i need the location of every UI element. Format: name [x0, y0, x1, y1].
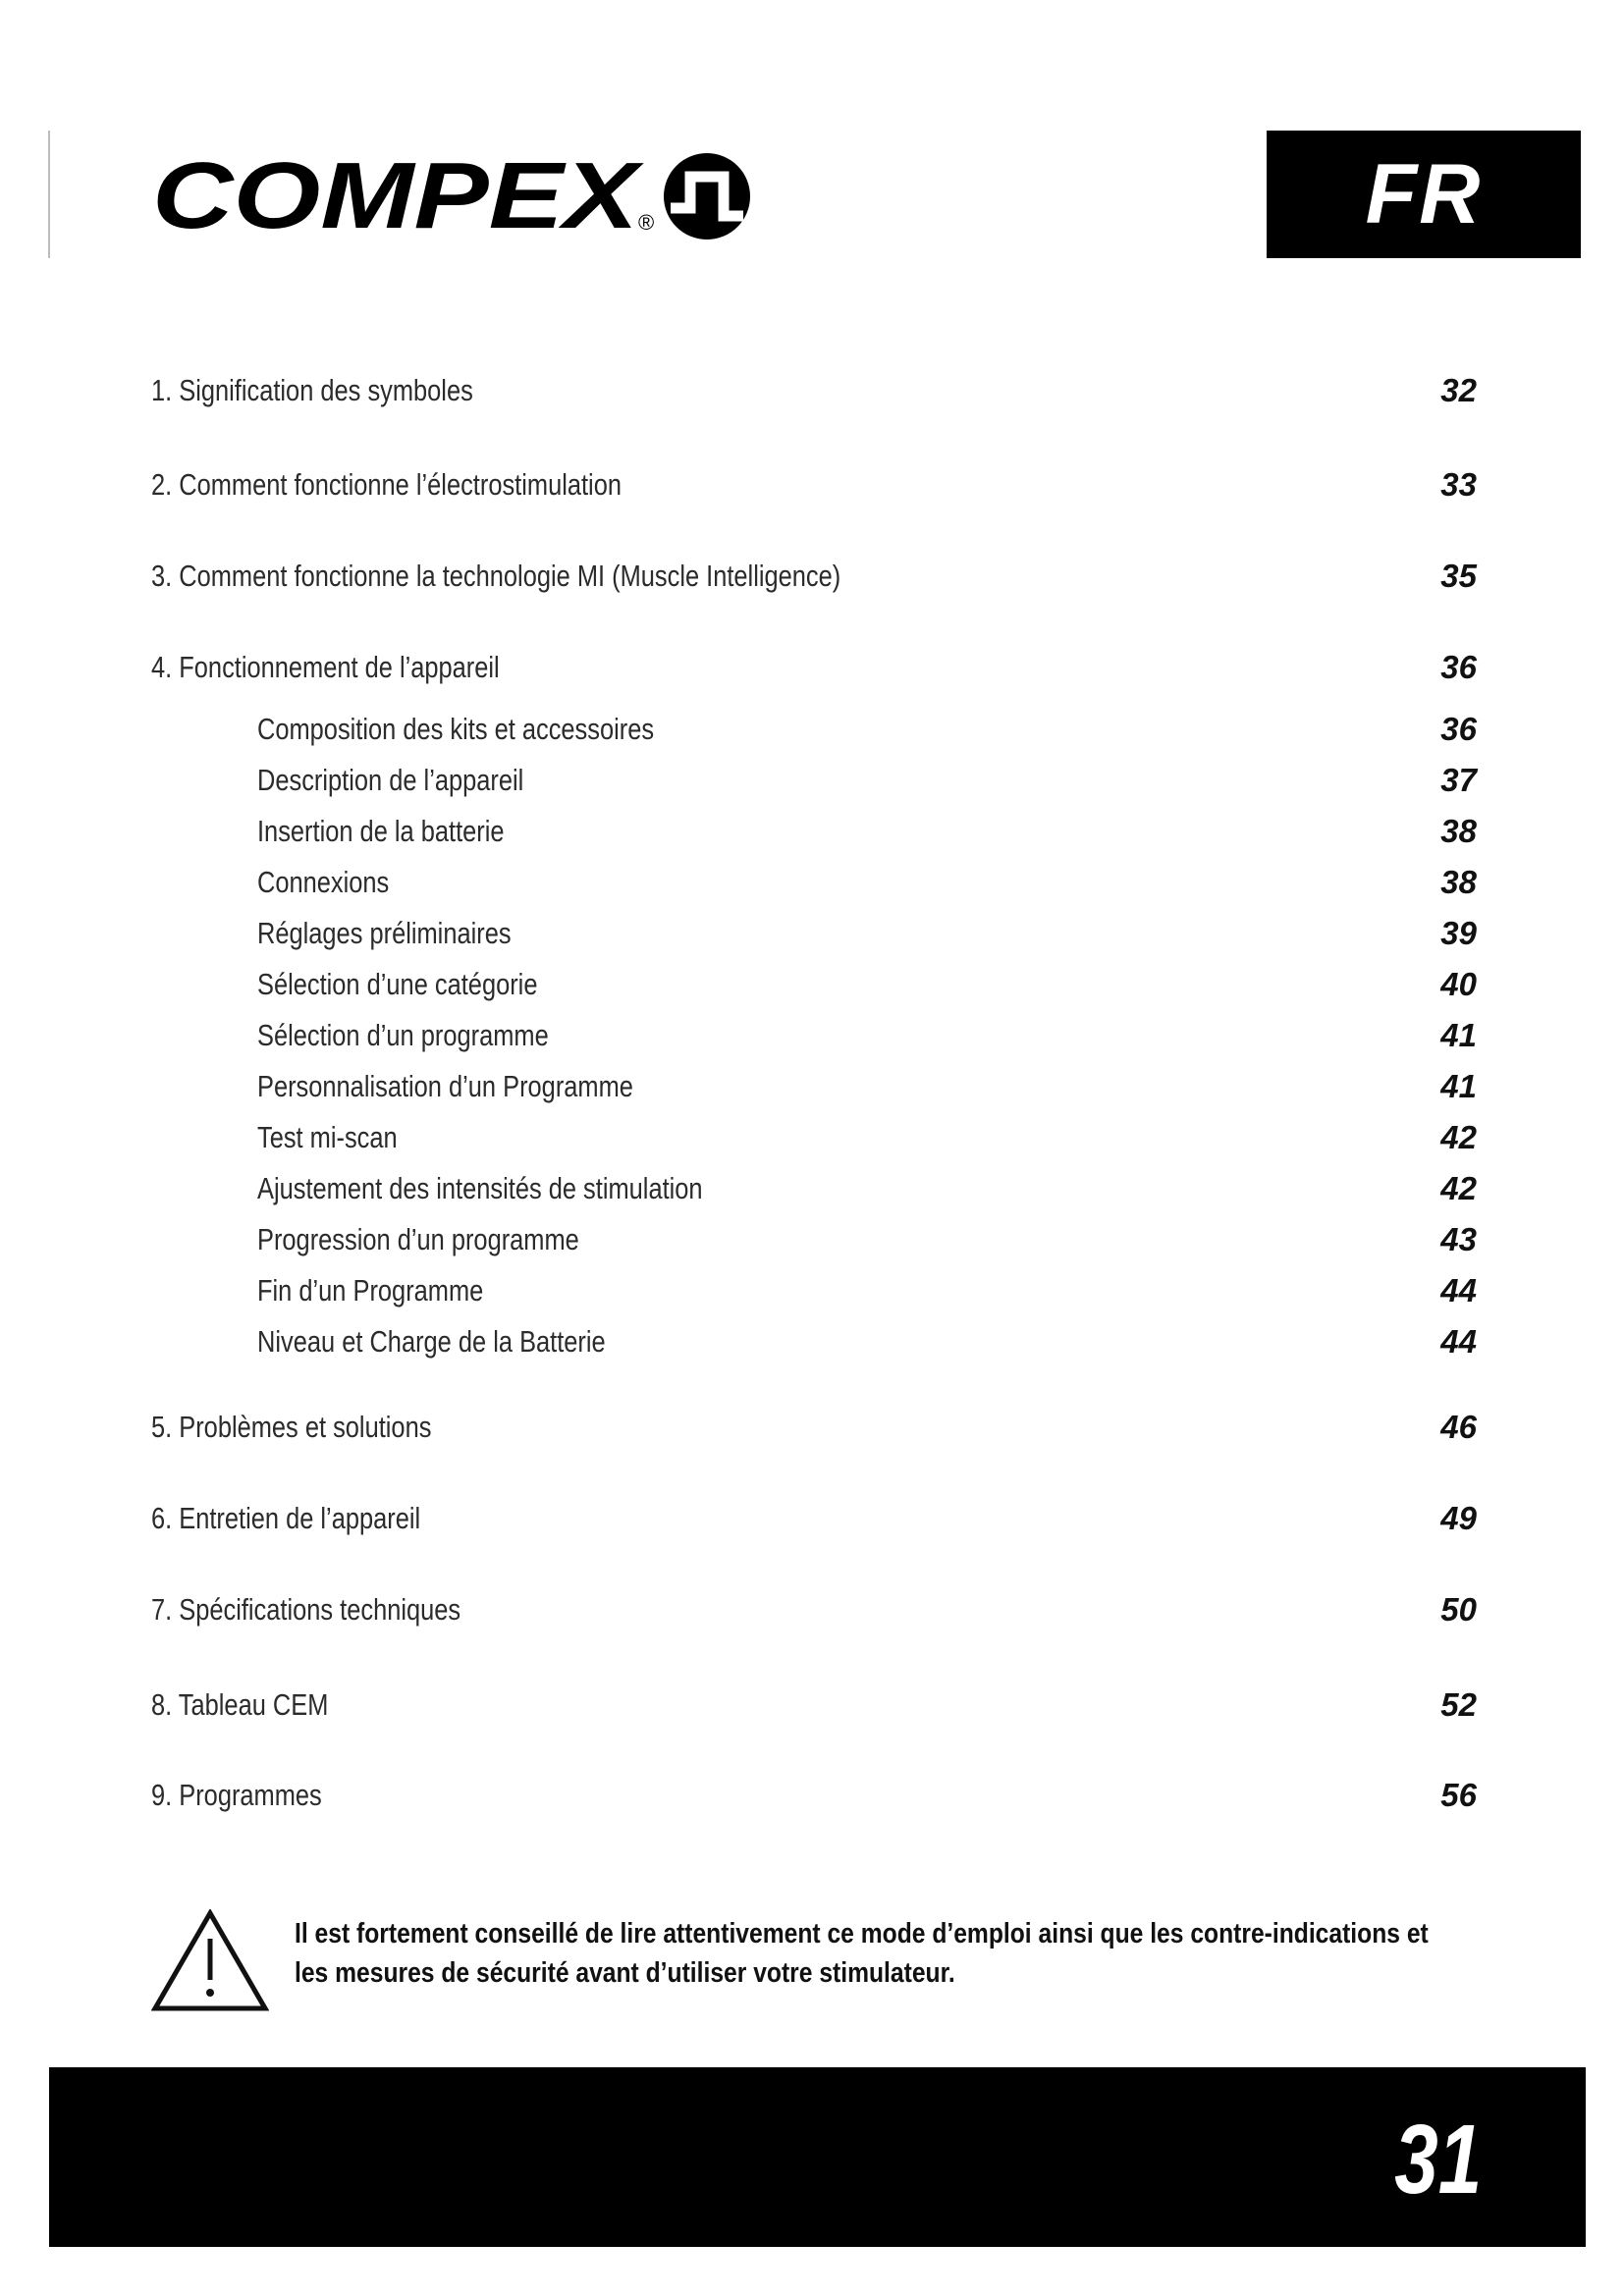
toc-entry-page: 49 — [1440, 1500, 1477, 1536]
toc-entry[interactable] — [0, 1400, 1624, 1455]
toc-entry-page: 32 — [1440, 372, 1477, 408]
warning-icon — [151, 1909, 269, 2012]
toc-entry[interactable] — [0, 1314, 1624, 1369]
toc-entry[interactable] — [0, 702, 1624, 757]
toc-entry-label: Description de l’appareil — [257, 763, 524, 797]
toc-entry-label: Test mi-scan — [257, 1120, 398, 1154]
toc-entry-page: 33 — [1440, 466, 1477, 503]
toc-entry-page: 38 — [1440, 813, 1477, 849]
toc-entry-label: 1. Signification des symboles — [151, 373, 473, 407]
page-number: 31 — [1394, 2105, 1482, 2215]
toc-entry[interactable] — [0, 855, 1624, 910]
footer-bar — [49, 2067, 1586, 2247]
toc-entry[interactable] — [0, 457, 1624, 512]
toc-entry[interactable] — [0, 1582, 1624, 1637]
toc-entry[interactable] — [0, 1768, 1624, 1823]
toc-entry[interactable] — [0, 1678, 1624, 1733]
toc-entry-label: Progression d’un programme — [257, 1222, 579, 1256]
toc-entry-page: 36 — [1440, 649, 1477, 685]
toc-entry-label: 9. Programmes — [151, 1778, 322, 1812]
toc-entry-page: 56 — [1440, 1777, 1477, 1813]
toc-entry-page: 39 — [1440, 915, 1477, 951]
toc-entry-label: Sélection d’une catégorie — [257, 967, 538, 1001]
toc-entry-page: 44 — [1440, 1272, 1477, 1308]
toc-entry[interactable] — [0, 804, 1624, 859]
toc-entry-label: 3. Comment fonctionne la technologie MI (Muscle Intelligence) — [151, 559, 841, 593]
toc-entry-page: 40 — [1440, 966, 1477, 1002]
toc-entry-label: Fin d’un Programme — [257, 1273, 484, 1308]
svg-text:®: ® — [638, 210, 655, 235]
toc-entry-label: Réglages préliminaires — [257, 916, 512, 950]
toc-entry-page: 42 — [1440, 1119, 1477, 1155]
toc-entry-label: 4. Fonctionnement de l’appareil — [151, 650, 500, 684]
toc-entry-page: 52 — [1440, 1686, 1477, 1723]
toc-entry[interactable] — [0, 1059, 1624, 1114]
toc-entry-page: 43 — [1440, 1221, 1477, 1257]
toc-entry-label: 2. Comment fonctionne l’électrostimulation — [151, 467, 622, 502]
toc-entry[interactable] — [0, 1110, 1624, 1165]
toc-entry-label: Composition des kits et accessoires — [257, 712, 655, 746]
toc-entry[interactable] — [0, 1161, 1624, 1216]
toc-entry[interactable] — [0, 1008, 1624, 1063]
toc-entry-page: 50 — [1440, 1591, 1477, 1628]
toc-entry-page: 46 — [1440, 1409, 1477, 1445]
toc-entry-label: Connexions — [257, 865, 390, 899]
toc-entry[interactable] — [0, 549, 1624, 604]
toc-entry[interactable] — [0, 1212, 1624, 1267]
toc-entry-label: Insertion de la batterie — [257, 814, 505, 848]
toc-entry[interactable] — [0, 1263, 1624, 1318]
toc-entry-label: Niveau et Charge de la Batterie — [257, 1324, 606, 1359]
toc-entry[interactable] — [0, 753, 1624, 808]
toc-entry[interactable] — [0, 640, 1624, 695]
toc-entry-label: 5. Problèmes et solutions — [151, 1410, 432, 1444]
toc-entry-label: 6. Entretien de l’appareil — [151, 1501, 421, 1535]
toc-entry-page: 36 — [1440, 711, 1477, 747]
toc-entry-page: 38 — [1440, 864, 1477, 900]
toc-entry[interactable] — [0, 957, 1624, 1012]
svg-text:COMPEX: COMPEX — [152, 147, 644, 245]
toc-entry-label: Personnalisation d’un Programme — [257, 1069, 633, 1103]
toc-entry[interactable] — [0, 1491, 1624, 1546]
safety-warning: Il est fortement conseillé de lire attentivement ce mode d’emploi ainsi que les contre-indications et les mesures de sécurité avant d’utiliser votre stimulateur. — [295, 1918, 1429, 1989]
toc-entry-label: 8. Tableau CEM — [151, 1687, 329, 1722]
toc-entry-page: 35 — [1440, 558, 1477, 594]
language-tab: FR — [1267, 131, 1581, 258]
toc-entry-label: Sélection d’un programme — [257, 1018, 549, 1052]
toc-entry-label: 7. Spécifications techniques — [151, 1592, 461, 1627]
toc-entry-page: 37 — [1440, 762, 1477, 798]
toc-entry-page: 41 — [1440, 1068, 1477, 1104]
toc-entry-page: 42 — [1440, 1170, 1477, 1206]
toc-entry-page: 41 — [1440, 1017, 1477, 1053]
toc-entry[interactable] — [0, 363, 1624, 418]
toc-entry[interactable] — [0, 906, 1624, 961]
toc-entry-label: Ajustement des intensités de stimulation — [257, 1171, 703, 1205]
toc-entry-page: 44 — [1440, 1323, 1477, 1360]
